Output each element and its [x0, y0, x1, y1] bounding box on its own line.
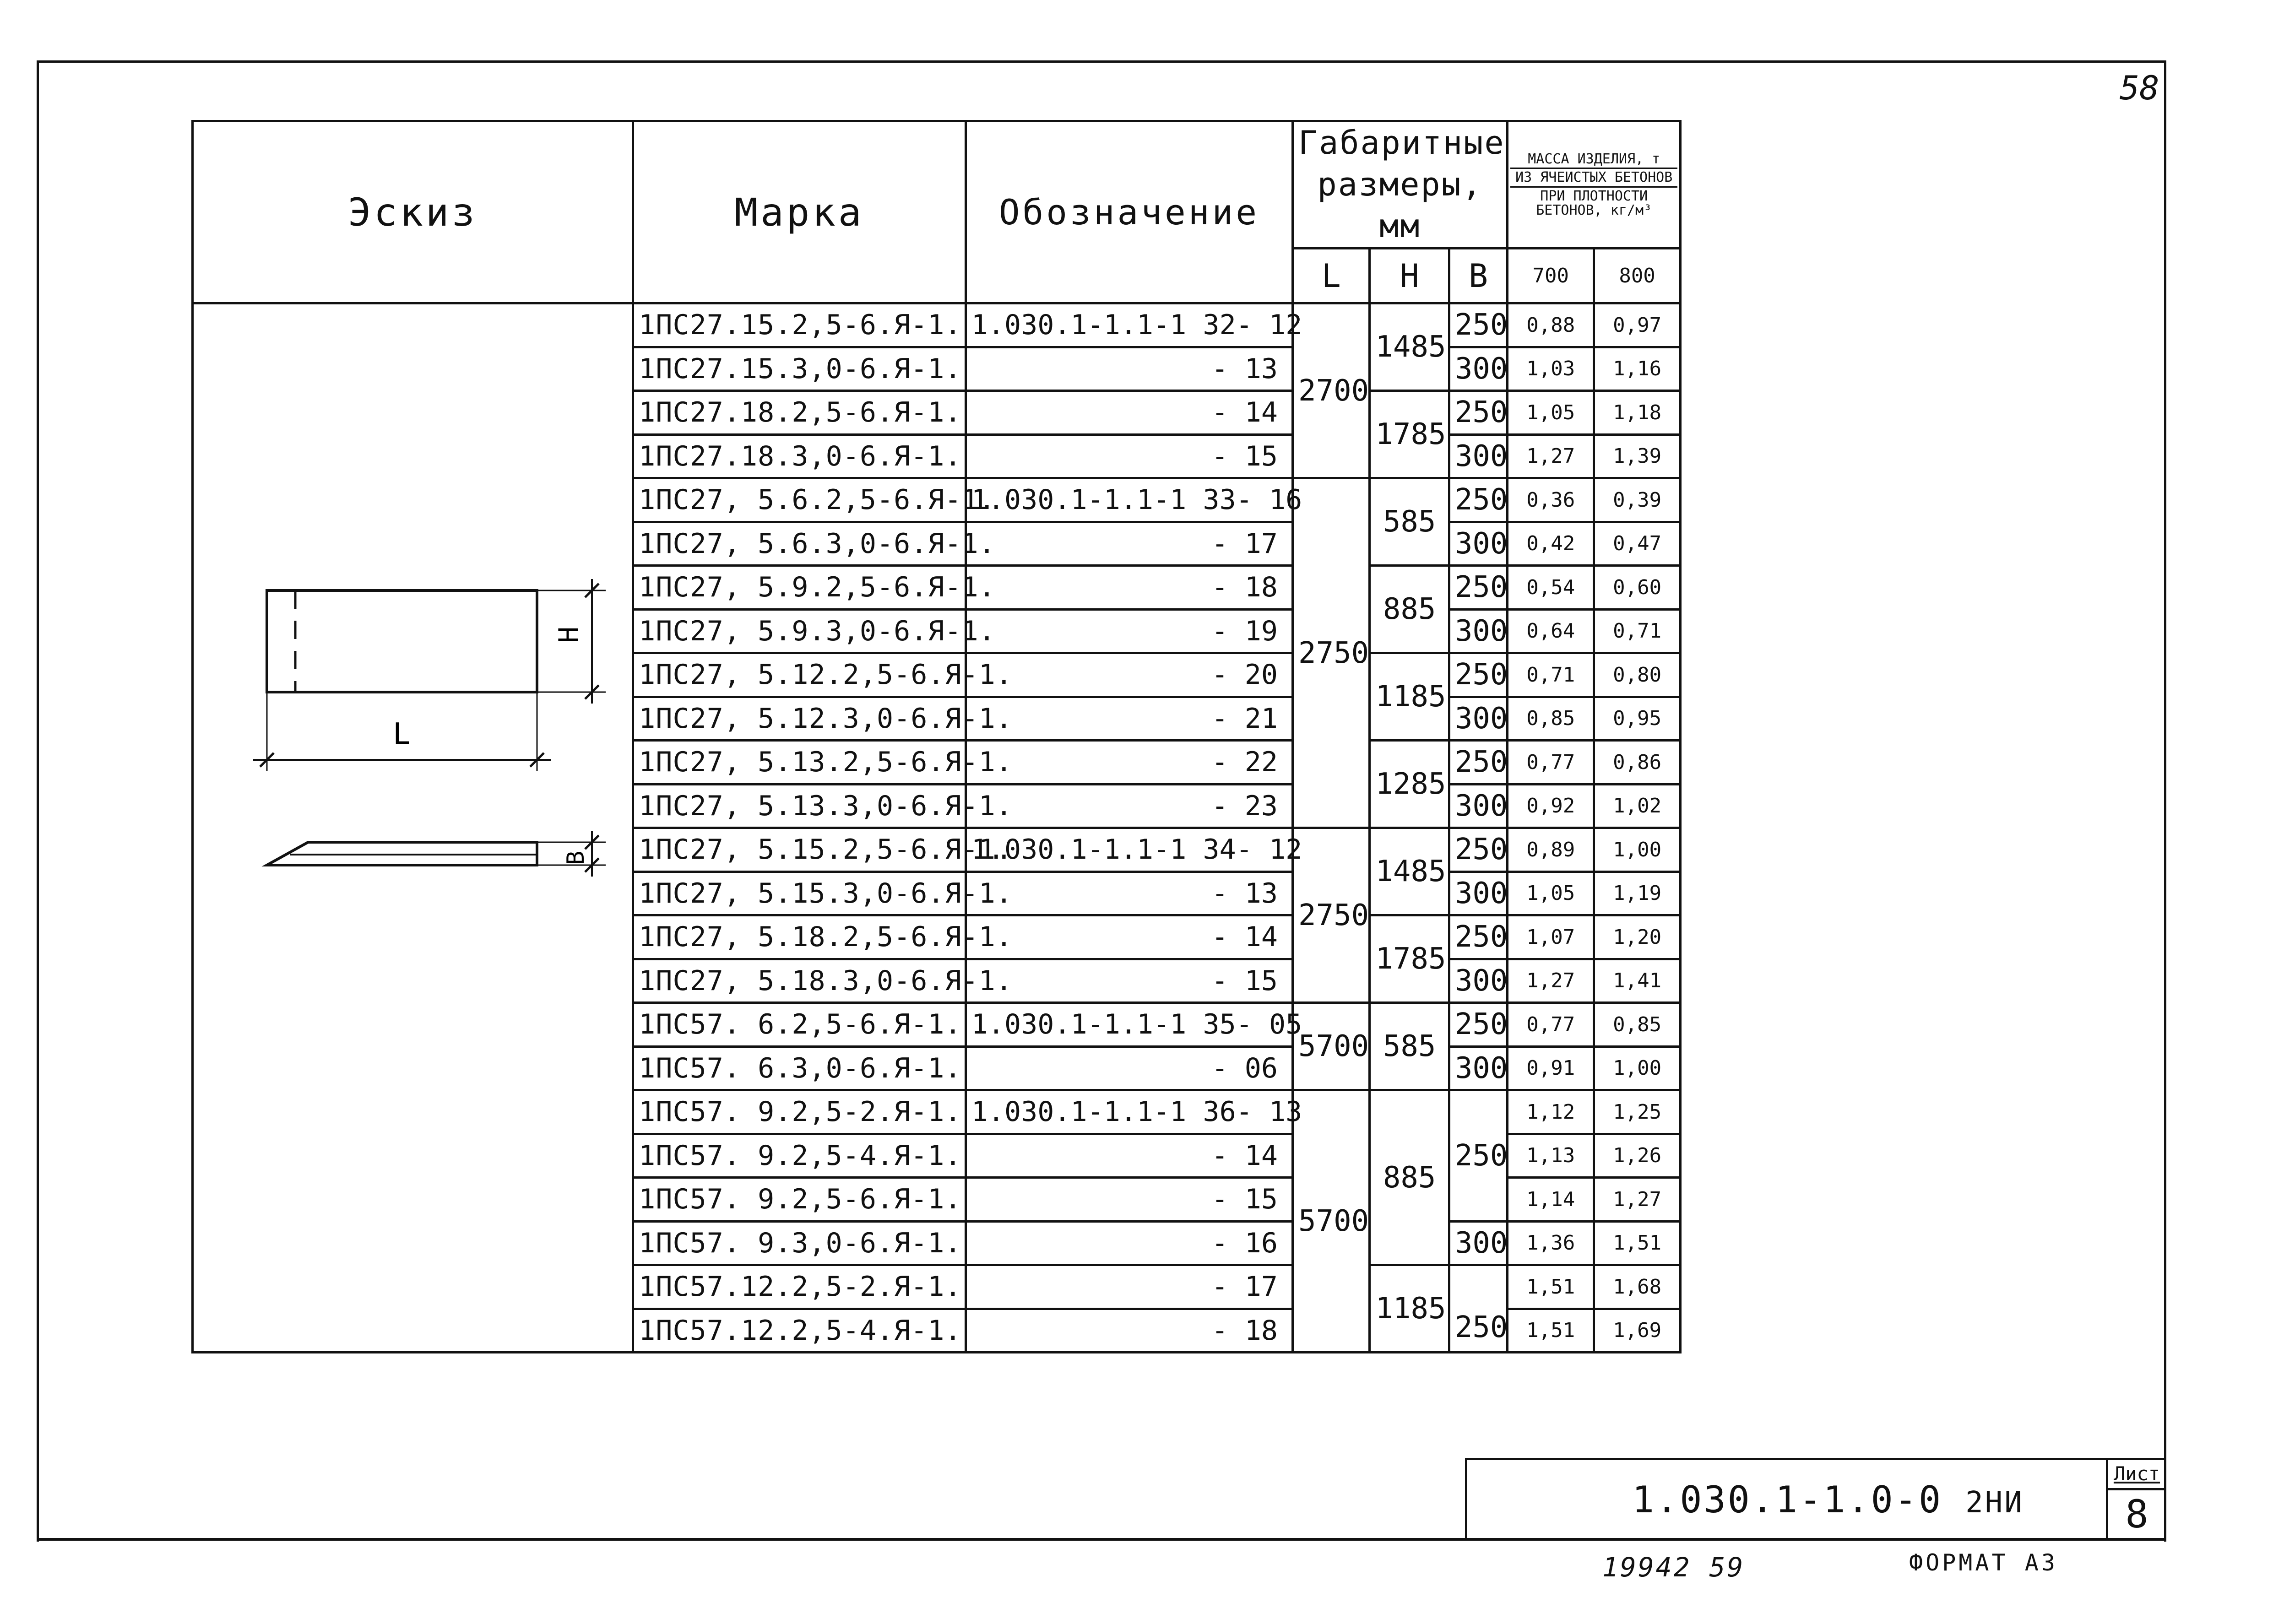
header-designation: Обозначение [966, 121, 1292, 303]
row-7-designation: - 18 [966, 566, 1292, 610]
row-24-designation: - 18 [966, 1309, 1292, 1353]
row-11-mass-800: 0,86 [1594, 741, 1681, 785]
group-4-L: 5700 [1293, 1003, 1370, 1090]
document-code-suffix: 2НИ [1965, 1486, 2024, 1520]
row-19-H: 885 [1370, 1090, 1449, 1265]
header-mass-density: ПРИ ПЛОТНОСТИ БЕТОНОВ, кг/м³ [1536, 188, 1652, 218]
row-3-H: 1785 [1370, 391, 1449, 478]
sheet-box [2106, 1460, 2165, 1540]
row-24-mass-800: 1,69 [1594, 1309, 1681, 1353]
header-overall-dims: Габаритные размеры, мм [1293, 121, 1508, 249]
row-10-designation: - 21 [966, 697, 1292, 741]
row-6-mass-800: 0,47 [1594, 522, 1681, 566]
panel-front-outline [267, 590, 537, 692]
row-6-designation: - 17 [966, 522, 1292, 566]
row-14-mass-700: 1,05 [1508, 872, 1594, 915]
row-2-B: 300 [1449, 347, 1508, 391]
row-24-mass-700: 1,51 [1508, 1309, 1594, 1353]
label-H: H [553, 626, 585, 643]
row-7-B: 250 [1449, 566, 1508, 610]
row-19-mass-800: 1,25 [1594, 1090, 1681, 1134]
header-dim-H: H [1370, 249, 1449, 303]
row-1-designation: 1.030.1-1.1-1 32- 12 [966, 303, 1292, 347]
row-8-mass-800: 0,71 [1594, 609, 1681, 653]
row-7-mark: 1ПС27, 5.9.2,5-6.Я-1. [633, 566, 966, 610]
row-22-designation: - 16 [966, 1221, 1292, 1265]
row-9-designation: - 20 [966, 653, 1292, 697]
row-16-mass-700: 1,27 [1508, 959, 1594, 1003]
row-18-B: 300 [1449, 1046, 1508, 1090]
row-20-mass-800: 1,26 [1594, 1134, 1681, 1178]
row-12-B: 300 [1449, 784, 1508, 828]
row-19-mark: 1ПС57. 9.2,5-2.Я-1. [633, 1090, 966, 1134]
row-8-designation: - 19 [966, 609, 1292, 653]
row-17-mass-700: 0,77 [1508, 1003, 1594, 1047]
sheet-label: Лист [2108, 1460, 2165, 1490]
row-22-mass-700: 1,36 [1508, 1221, 1594, 1265]
header-dim-L: L [1293, 249, 1370, 303]
row-9-H: 1185 [1370, 653, 1449, 741]
paper-format: ФОРМАТ А3 [1909, 1549, 2058, 1576]
row-8-B: 300 [1449, 609, 1508, 653]
row-5-mark: 1ПС27, 5.6.2,5-6.Я-1. [633, 478, 966, 522]
group-1-L: 2700 [1293, 303, 1370, 478]
row-22-B: 300 [1449, 1221, 1508, 1265]
row-13-designation: 1.030.1-1.1-1 34- 12 [966, 828, 1292, 872]
row-5-mass-800: 0,39 [1594, 478, 1681, 522]
row-16-mark: 1ПС27, 5.18.3,0-6.Я-1. [633, 959, 966, 1003]
row-4-B: 300 [1449, 434, 1508, 478]
row-12-designation: - 23 [966, 784, 1292, 828]
row-15-mass-700: 1,07 [1508, 915, 1594, 959]
row-19-B: 250 [1449, 1090, 1508, 1222]
row-4-mass-800: 1,39 [1594, 434, 1681, 478]
row-17-mark: 1ПС57. 6.2,5-6.Я-1. [633, 1003, 966, 1047]
row-15-mark: 1ПС27, 5.18.2,5-6.Я-1. [633, 915, 966, 959]
row-12-mass-800: 1,02 [1594, 784, 1681, 828]
row-2-designation: - 13 [966, 347, 1292, 391]
row-1-B: 250 [1449, 303, 1508, 347]
row-4-mark: 1ПС27.18.3,0-6.Я-1. [633, 434, 966, 478]
row-19-mass-700: 1,12 [1508, 1090, 1594, 1134]
row-3-B: 250 [1449, 391, 1508, 435]
row-15-mass-800: 1,20 [1594, 915, 1681, 959]
row-1-H: 1485 [1370, 303, 1449, 391]
header-mass [1508, 121, 1681, 249]
row-8-mark: 1ПС27, 5.9.3,0-6.Я-1. [633, 609, 966, 653]
row-21-mass-700: 1,14 [1508, 1178, 1594, 1222]
row-14-B: 300 [1449, 872, 1508, 915]
row-2-mass-800: 1,16 [1594, 347, 1681, 391]
row-5-B: 250 [1449, 478, 1508, 522]
row-6-mass-700: 0,42 [1508, 522, 1594, 566]
group-2-L: 2750 [1293, 478, 1370, 828]
row-7-mass-700: 0,54 [1508, 566, 1594, 610]
row-13-H: 1485 [1370, 828, 1449, 915]
header-density-700: 700 [1508, 249, 1594, 303]
row-17-B: 250 [1449, 1003, 1508, 1047]
row-8-mass-700: 0,64 [1508, 609, 1594, 653]
row-11-B: 250 [1449, 741, 1508, 785]
row-12-mass-700: 0,92 [1508, 784, 1594, 828]
row-12-mark: 1ПС27, 5.13.3,0-6.Я-1. [633, 784, 966, 828]
row-19-designation: 1.030.1-1.1-1 36- 13 [966, 1090, 1292, 1134]
row-4-designation: - 15 [966, 434, 1292, 478]
row-11-H: 1285 [1370, 741, 1449, 828]
row-21-mark: 1ПС57. 9.2,5-6.Я-1. [633, 1178, 966, 1222]
row-24-mark: 1ПС57.12.2,5-4.Я-1. [633, 1309, 966, 1353]
title-block [1465, 1458, 2165, 1540]
row-3-designation: - 14 [966, 391, 1292, 435]
row-5-H: 585 [1370, 478, 1449, 566]
row-20-mark: 1ПС57. 9.2,5-4.Я-1. [633, 1134, 966, 1178]
row-23-B: 250 [1449, 1265, 1508, 1353]
label-L: L [393, 717, 411, 751]
row-15-B: 250 [1449, 915, 1508, 959]
sheet-number: 8 [2125, 1492, 2148, 1537]
sketch-cell [193, 303, 633, 1353]
row-16-mass-800: 1,41 [1594, 959, 1681, 1003]
row-18-mass-800: 1,00 [1594, 1046, 1681, 1090]
row-18-mark: 1ПС57. 6.3,0-6.Я-1. [633, 1046, 966, 1090]
row-9-mark: 1ПС27, 5.12.2,5-6.Я-1. [633, 653, 966, 697]
group-3-L: 2750 [1293, 828, 1370, 1003]
page-number: 58 [2120, 69, 2159, 107]
panel-sketch [194, 304, 621, 1355]
row-15-H: 1785 [1370, 915, 1449, 1003]
row-21-designation: - 15 [966, 1178, 1292, 1222]
row-23-mass-800: 1,68 [1594, 1265, 1681, 1309]
row-17-designation: 1.030.1-1.1-1 35- 05 [966, 1003, 1292, 1047]
row-14-designation: - 13 [966, 872, 1292, 915]
header-mass-material: ИЗ ЯЧЕИСТЫХ БЕТОНОВ [1510, 170, 1677, 188]
header-mass-title: МАССА ИЗДЕЛИЯ, т [1510, 152, 1677, 169]
row-17-H: 585 [1370, 1003, 1449, 1090]
row-6-B: 300 [1449, 522, 1508, 566]
row-17-mass-800: 0,85 [1594, 1003, 1681, 1047]
row-15-designation: - 14 [966, 915, 1292, 959]
row-21-mass-800: 1,27 [1594, 1178, 1681, 1222]
row-18-designation: - 06 [966, 1046, 1292, 1090]
row-13-mass-700: 0,89 [1508, 828, 1594, 872]
row-11-mass-700: 0,77 [1508, 741, 1594, 785]
document-code [1632, 1478, 2024, 1521]
row-7-H: 885 [1370, 566, 1449, 653]
row-10-mark: 1ПС27, 5.12.3,0-6.Я-1. [633, 697, 966, 741]
row-1-mark: 1ПС27.15.2,5-6.Я-1. [633, 303, 966, 347]
row-20-designation: - 14 [966, 1134, 1292, 1178]
inventory-number: 19942 59 [1602, 1552, 1745, 1583]
row-22-mark: 1ПС57. 9.3,0-6.Я-1. [633, 1221, 966, 1265]
row-16-B: 300 [1449, 959, 1508, 1003]
row-9-mass-800: 0,80 [1594, 653, 1681, 697]
row-2-mass-700: 1,03 [1508, 347, 1594, 391]
row-16-designation: - 15 [966, 959, 1292, 1003]
row-20-mass-700: 1,13 [1508, 1134, 1594, 1178]
row-4-mass-700: 1,27 [1508, 434, 1594, 478]
row-23-H: 1185 [1370, 1265, 1449, 1353]
row-22-mass-800: 1,51 [1594, 1221, 1681, 1265]
row-10-B: 300 [1449, 697, 1508, 741]
row-23-mass-700: 1,51 [1508, 1265, 1594, 1309]
row-18-mass-700: 0,91 [1508, 1046, 1594, 1090]
header-dim-B: B [1449, 249, 1508, 303]
row-13-mass-800: 1,00 [1594, 828, 1681, 872]
row-1-mass-800: 0,97 [1594, 303, 1681, 347]
specification-table [191, 120, 1682, 1353]
row-2-mark: 1ПС27.15.3,0-6.Я-1. [633, 347, 966, 391]
row-23-mark: 1ПС57.12.2,5-2.Я-1. [633, 1265, 966, 1309]
row-14-mass-800: 1,19 [1594, 872, 1681, 915]
row-9-mass-700: 0,71 [1508, 653, 1594, 697]
row-3-mass-800: 1,18 [1594, 391, 1681, 435]
header-mark: Марка [633, 121, 966, 303]
row-7-mass-800: 0,60 [1594, 566, 1681, 610]
row-3-mark: 1ПС27.18.2,5-6.Я-1. [633, 391, 966, 435]
row-10-mass-800: 0,95 [1594, 697, 1681, 741]
row-11-designation: - 22 [966, 741, 1292, 785]
group-5-L: 5700 [1293, 1090, 1370, 1353]
row-11-mark: 1ПС27, 5.13.2,5-6.Я-1. [633, 741, 966, 785]
header-density-800: 800 [1594, 249, 1681, 303]
row-3-mass-700: 1,05 [1508, 391, 1594, 435]
row-23-designation: - 17 [966, 1265, 1292, 1309]
row-14-mark: 1ПС27, 5.15.3,0-6.Я-1. [633, 872, 966, 915]
row-9-B: 250 [1449, 653, 1508, 697]
document-code-number: 1.030.1-1.0-0 [1632, 1478, 1943, 1521]
row-13-B: 250 [1449, 828, 1508, 872]
row-13-mark: 1ПС27, 5.15.2,5-6.Я-1. [633, 828, 966, 872]
row-1-mass-700: 0,88 [1508, 303, 1594, 347]
header-sketch: Эскиз [193, 121, 633, 303]
row-6-mark: 1ПС27, 5.6.3,0-6.Я-1. [633, 522, 966, 566]
label-B: B [562, 850, 590, 865]
row-5-designation: 1.030.1-1.1-1 33- 16 [966, 478, 1292, 522]
row-10-mass-700: 0,85 [1508, 697, 1594, 741]
row-5-mass-700: 0,36 [1508, 478, 1594, 522]
